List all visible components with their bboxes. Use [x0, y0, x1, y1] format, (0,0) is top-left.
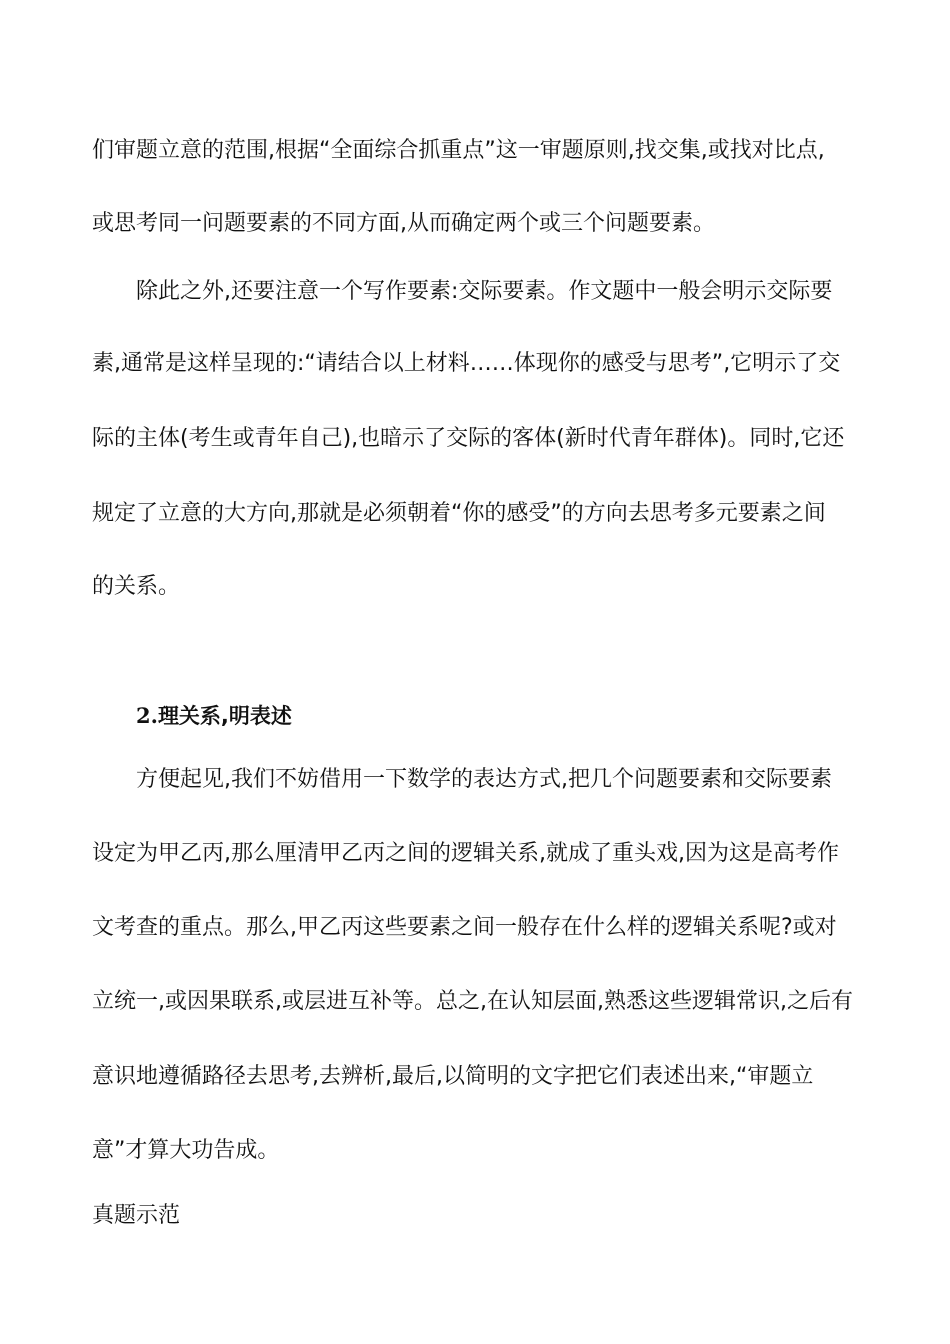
- paragraph-3-line-5: 意识地遵循路径去思考,去辨析,最后,以简明的文字把它们表述出来,“审题立: [92, 1064, 814, 1089]
- footer-label: 真题示范: [92, 1203, 181, 1228]
- paragraph-3-line-4: 立统一,或因果联系,或层进互补等。总之,在认知层面,熟悉这些逻辑常识,之后有: [92, 989, 853, 1014]
- paragraph-2-line-1: 除此之外,还要注意一个写作要素:交际要素。作文题中一般会明示交际要: [136, 279, 833, 304]
- paragraph-2-line-5: 的关系。: [92, 574, 181, 599]
- paragraph-3-line-2: 设定为甲乙丙,那么厘清甲乙丙之间的逻辑关系,就成了重头戏,因为这是高考作: [92, 841, 839, 866]
- section-title: 理关系,明表述: [157, 704, 292, 728]
- paragraph-1-line-2: 或思考同一问题要素的不同方面,从而确定两个或三个问题要素。: [92, 211, 715, 236]
- paragraph-2-line-4: 规定了立意的大方向,那就是必须朝着“你的感受”的方向去思考多元要素之间: [92, 501, 826, 526]
- paragraph-2-line-3: 际的主体(考生或青年自己),也暗示了交际的客体(新时代青年群体)。同时,它还: [92, 426, 845, 451]
- section-number: 2.: [136, 703, 158, 728]
- paragraph-3-line-3: 文考查的重点。那么,甲乙丙这些要素之间一般存在什么样的逻辑关系呢?或对: [92, 915, 837, 940]
- paragraph-3-line-6: 意”才算大功告成。: [92, 1138, 280, 1163]
- section-heading: [136, 701, 292, 731]
- paragraph-2-line-2: 素,通常是这样呈现的:“请结合以上材料……体现你的感受与思考”,它明示了交: [92, 351, 841, 376]
- paragraph-1-line-1: 们审题立意的范围,根据“全面综合抓重点”这一审题原则,找交集,或找对比点,: [92, 138, 825, 163]
- paragraph-3-line-1: 方便起见,我们不妨借用一下数学的表达方式,把几个问题要素和交际要素: [136, 767, 832, 792]
